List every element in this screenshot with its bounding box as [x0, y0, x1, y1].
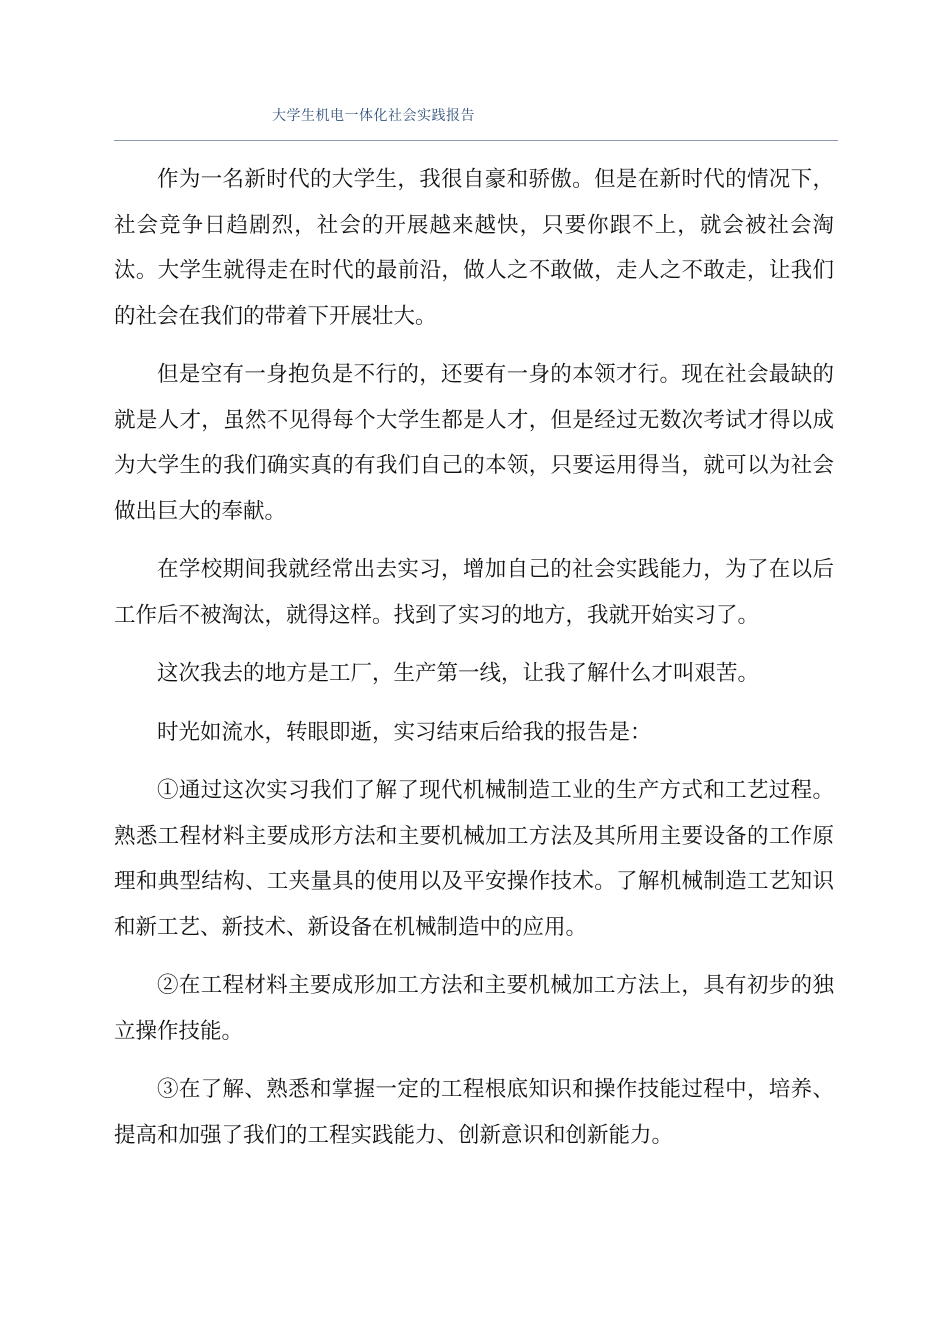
paragraph: ②在工程材料主要成形加工方法和主要机械加工方法上，具有初步的独立操作技能。	[114, 973, 834, 1044]
paragraph: 但是空有一身抱负是不行的，还要有一身的本领才行。现在社会最缺的就是人才，虽然不见得每个大学生都是人才，但是经过无数次考试才得以成为大学生的我们确实真的有我们自己的本领，只要运用得当，就可以为社会做出巨大的奉献。	[114, 362, 834, 524]
paragraph: 时光如流水，转眼即逝，实习结束后给我的报告是：	[157, 719, 652, 745]
header-rule	[114, 140, 838, 141]
paragraph: ①通过这次实习我们了解了现代机械制造工业的生产方式和工艺过程。熟悉工程材料主要成形方法和主要机械加工方法及其所用主要设备的工作原理和典型结构、工夹量具的使用以及平安操作技术。了解机械制造工艺知识和新工艺、新技术、新设备在机械制造中的应用。	[114, 778, 834, 940]
page-header-title: 大学生机电一体化社会实践报告	[272, 108, 475, 124]
paragraph: 这次我去的地方是工厂，生产第一线，让我了解什么才叫艰苦。	[157, 661, 760, 686]
document-body	[114, 157, 834, 1171]
paragraph: ③在了解、熟悉和掌握一定的工程根底知识和操作技能过程中，培养、提高和加强了我们的工程实践能力、创新意识和创新能力。	[114, 1077, 834, 1148]
paragraph: 在学校期间我就经常出去实习，增加自己的社会实践能力，为了在以后工作后不被淘汰，就得这样。找到了实习的地方，我就开始实习了。	[114, 557, 834, 628]
paragraph: 作为一名新时代的大学生，我很自豪和骄傲。但是在新时代的情况下，社会竞争日趋剧烈，社会的开展越来越快，只要你跟不上，就会被社会淘汰。大学生就得走在时代的最前沿，做人之不敢做，走人之不敢走，让我们的社会在我们的带着下开展壮大。	[114, 167, 834, 329]
